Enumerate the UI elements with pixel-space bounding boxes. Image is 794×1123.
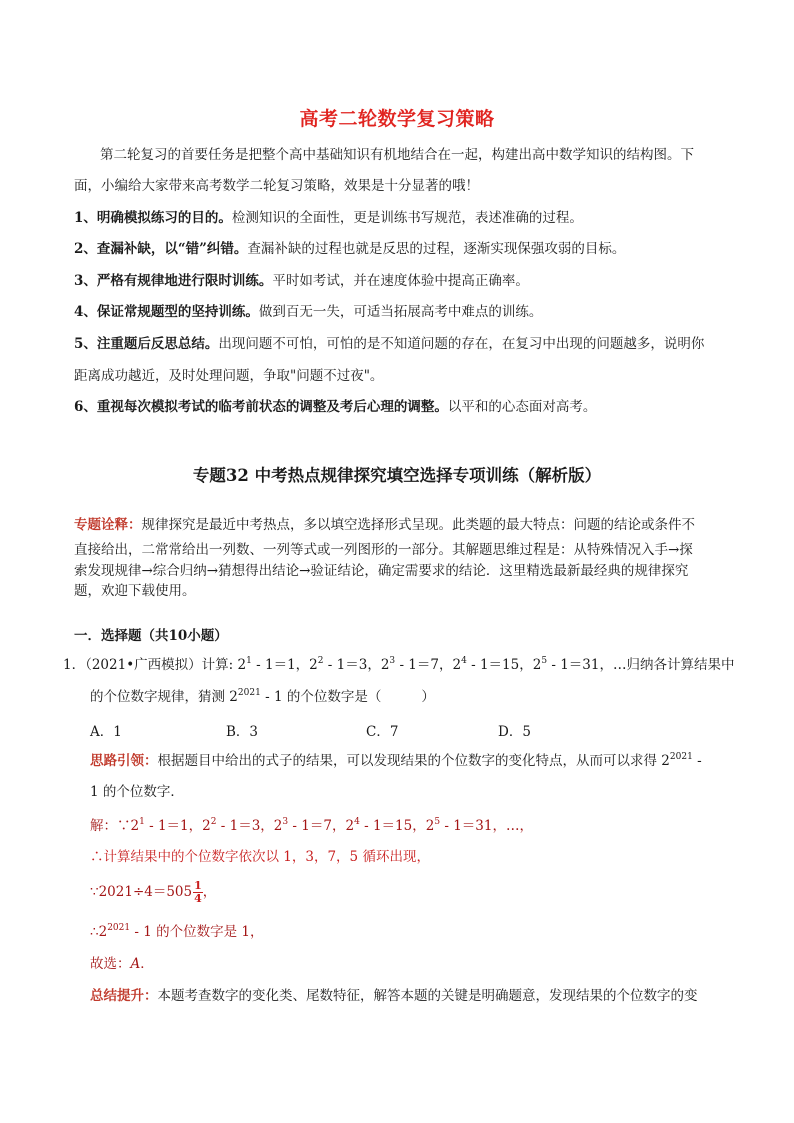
option-d: D．5 bbox=[498, 724, 531, 740]
strategy-item: 2、查漏补缺，以“错”纠错。查漏补缺的过程也就是反思的过程，逐渐实现保强攻弱的目标。 bbox=[74, 241, 626, 257]
strategy-item: 6、重视每次模拟考试的临考前状态的调整及考后心理的调整。以平和的心态面对高考。 bbox=[74, 399, 597, 415]
topic-title: 专题32 中考热点规律探究填空选择专项训练（解析版） bbox=[192, 466, 602, 485]
solution-step: ∵2021÷4＝505 $\frac{1}{4}$ ， bbox=[90, 879, 217, 905]
solution-hint: 思路引领：根据题目中给出的式子的结果，可以发现结果的个位数字的变化特点，从而可以求得 $2^{2021}$ - bbox=[90, 752, 702, 769]
strategy-item: 5、注重题后反思总结。出现问题不可怕，可怕的是不知道问题的存在，在复习中出现的问题越多，说明你 bbox=[74, 336, 705, 352]
strategy-item: 4、保证常规题型的坚持训练。做到百无一失，可适当拓展高考中难点的训练。 bbox=[74, 304, 543, 320]
solution-summary: 总结提升：本题考查数字的变化类、尾数特征，解答本题的关键是明确题意，发现结果的个位数字的变 bbox=[90, 988, 698, 1004]
solution-hint: 1 的个位数字． bbox=[90, 784, 184, 800]
solution-step: ∴计算结果中的个位数字依次以 1，3，7，5 循环出现， bbox=[90, 849, 430, 865]
strategy-item: 距离成功越近，及时处理问题，争取"问题不过夜"。 bbox=[74, 368, 384, 384]
strategy-item: 3、严格有规律地进行限时训练。平时如考试，并在速度体验中提高正确率。 bbox=[74, 273, 529, 289]
topic-intro: 题，欢迎下载使用。 bbox=[74, 583, 196, 599]
question-stem: 的个位数字规律，猜测 $2^{2021} - 1$ 的个位数字是（ ） bbox=[90, 688, 435, 705]
solution-step: $\therefore 2^{2021} - 1$ 的个位数字是 1， bbox=[90, 923, 264, 940]
section-heading: 一．选择题（共10小题） bbox=[74, 628, 228, 644]
fraction: $\frac{1}{4}$ bbox=[194, 879, 202, 905]
question-stem: 1．（2021•广西模拟）计算: $2^1 - 1=1$，$2^2 - 1=3$，$2^3 - 1=7$，$2^4 - 1=15$，$2^5 - 1=31$，…归纳各计算结果中 bbox=[63, 656, 735, 673]
option-b: B．3 bbox=[226, 724, 259, 740]
intro-line: 面，小编给大家带来高考数学二轮复习策略，效果是十分显著的哦！ bbox=[74, 178, 479, 194]
intro-line: 第二轮复习的首要任务是把整个高中基础知识有机地结合在一起，构建出高中数学知识的结构图。下 bbox=[100, 147, 694, 163]
strategy-item: 1、明确模拟练习的目的。检测知识的全面性，更是训练书写规范，表述准确的过程。 bbox=[74, 210, 583, 226]
topic-intro: 索发现规律→综合归纳→猜想得出结论→验证结论，确定需要求的结论．这里精选最新最经典的规律探究 bbox=[74, 563, 689, 579]
option-a: A．1 bbox=[90, 724, 122, 740]
solution-step: 解：$\because 2^1 - 1=1$，$2^2 - 1=3$，$2^3 - 1=7$，$2^4 - 1=15$，$2^5 - 1=31$，…， bbox=[90, 817, 533, 834]
topic-intro: 专题诠释：规律探究是最近中考热点，多以填空选择形式呈现。此类题的最大特点：问题的结论或条件不 bbox=[74, 517, 695, 533]
topic-intro: 直接给出，二常常给出一列数、一列等式或一列图形的一部分。其解题思维过程是：从特殊情况入手→探 bbox=[74, 542, 693, 558]
solution-choice: 故选：A． bbox=[90, 956, 154, 972]
option-c: C．7 bbox=[366, 724, 399, 740]
page-title: 高考二轮数学复习策略 bbox=[299, 108, 495, 130]
